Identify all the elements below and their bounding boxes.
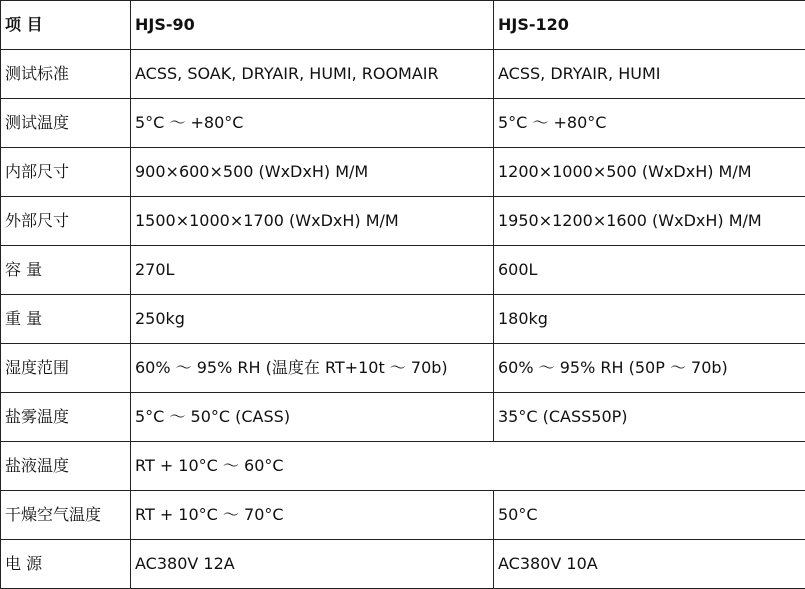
- row-capacity: [1, 246, 805, 295]
- row-power-supply: [1, 540, 805, 589]
- cell-model-a: 250kg: [131, 295, 494, 344]
- row-label: 容 量: [1, 246, 131, 295]
- row-label: 湿度范围: [1, 344, 131, 393]
- row-humidity-range: [1, 344, 805, 393]
- row-label: 盐雾温度: [1, 393, 131, 442]
- cell-model-b: 1950×1200×1600 (WxDxH) M/M: [494, 197, 805, 246]
- row-label: 盐液温度: [1, 442, 131, 491]
- row-label: 内部尺寸: [1, 148, 131, 197]
- cell-model-b: 5°C ～ +80°C: [494, 99, 805, 148]
- cell-model-b: ACSS, DRYAIR, HUMI: [494, 50, 805, 99]
- row-label: 测试标准: [1, 50, 131, 99]
- cell-model-a: ACSS, SOAK, DRYAIR, HUMI, ROOMAIR: [131, 50, 494, 99]
- row-internal-size: [1, 148, 805, 197]
- cell-model-a: 60% ～ 95% RH (温度在 RT+10t ～ 70b): [131, 344, 494, 393]
- cell-model-b: 1200×1000×500 (WxDxH) M/M: [494, 148, 805, 197]
- row-weight: [1, 295, 805, 344]
- header-row: [1, 1, 805, 50]
- row-dry-air-temperature: [1, 491, 805, 540]
- cell-model-b: AC380V 10A: [494, 540, 805, 589]
- header-item: 项 目: [1, 1, 131, 50]
- cell-model-b: 35°C (CASS50P): [494, 393, 805, 442]
- cell-model-a: 1500×1000×1700 (WxDxH) M/M: [131, 197, 494, 246]
- cell-model-a: 270L: [131, 246, 494, 295]
- row-label: 电 源: [1, 540, 131, 589]
- cell-model-a: 5°C ～ 50°C (CASS): [131, 393, 494, 442]
- cell-model-b: 180kg: [494, 295, 805, 344]
- cell-model-a: AC380V 12A: [131, 540, 494, 589]
- row-label: 测试温度: [1, 99, 131, 148]
- cell-model-a: RT + 10°C ～ 70°C: [131, 491, 494, 540]
- row-label: 外部尺寸: [1, 197, 131, 246]
- row-salt-solution-temperature: [1, 442, 805, 491]
- row-salt-spray-temperature: [1, 393, 805, 442]
- header-model-a: HJS-90: [131, 1, 494, 50]
- row-label: 重 量: [1, 295, 131, 344]
- row-test-temperature: [1, 99, 805, 148]
- cell-merged: RT + 10°C ～ 60°C: [131, 442, 805, 491]
- cell-model-a: 5°C ～ +80°C: [131, 99, 494, 148]
- row-label: 干燥空气温度: [1, 491, 131, 540]
- cell-model-b: 600L: [494, 246, 805, 295]
- row-external-size: [1, 197, 805, 246]
- row-test-standard: [1, 50, 805, 99]
- cell-model-a: 900×600×500 (WxDxH) M/M: [131, 148, 494, 197]
- cell-model-b: 50°C: [494, 491, 805, 540]
- header-model-b: HJS-120: [494, 1, 805, 50]
- cell-model-b: 60% ～ 95% RH (50P ～ 70b): [494, 344, 805, 393]
